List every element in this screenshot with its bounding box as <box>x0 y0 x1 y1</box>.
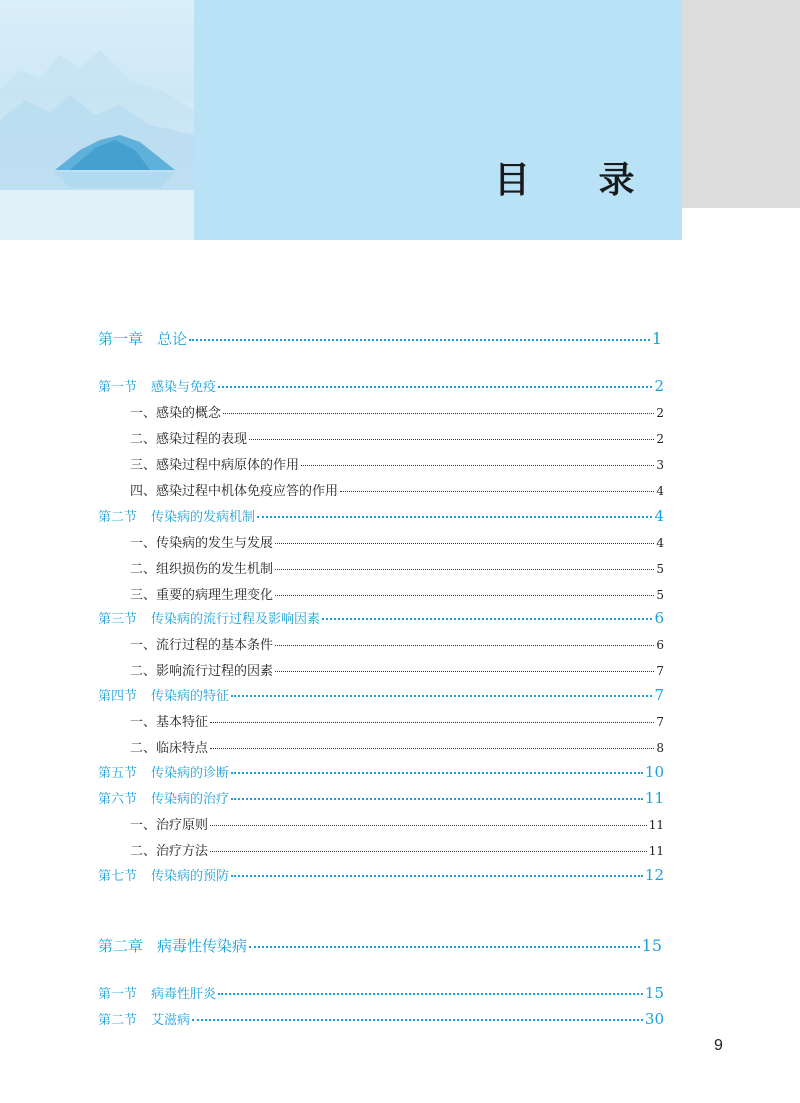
toc-entry-label <box>98 762 229 781</box>
header-band <box>194 0 682 240</box>
toc-entry-label <box>98 983 216 1002</box>
dot-leader <box>231 797 643 800</box>
toc-entry-page: 15 <box>644 984 664 1002</box>
dot-leader <box>275 644 654 646</box>
toc-entry-page: 30 <box>644 1010 664 1028</box>
toc-entry-label <box>98 328 187 349</box>
toc-entry-label <box>130 711 208 730</box>
dot-leader <box>231 874 643 877</box>
toc-section[interactable] <box>98 762 664 781</box>
dot-leader <box>231 771 643 774</box>
dot-leader <box>210 721 654 723</box>
toc-section[interactable] <box>98 685 664 704</box>
toc-entry-title: 二、感染过程的表现 <box>130 432 248 447</box>
toc-entry-title: 二、治疗方法 <box>130 844 209 859</box>
toc-entry-page: 12 <box>644 866 664 884</box>
toc-entry-title: 一、传染病的发生与发展 <box>130 536 274 551</box>
toc-subentry[interactable] <box>130 634 664 653</box>
dot-leader <box>275 594 654 596</box>
toc-entry-page: 4 <box>654 507 664 525</box>
toc-entry-number: 第二节 <box>98 510 138 525</box>
toc-entry-title: 传染病的流行过程及影响因素 <box>151 612 321 627</box>
toc-section[interactable] <box>98 1009 664 1028</box>
toc-subentry[interactable] <box>130 840 664 859</box>
toc-entry-title: 传染病的诊断 <box>151 766 230 781</box>
toc-entry-page: 11 <box>648 818 664 832</box>
toc-entry-title: 传染病的治疗 <box>151 792 230 807</box>
dot-leader <box>218 992 643 995</box>
toc-entry-page: 3 <box>656 458 664 472</box>
toc-section[interactable] <box>98 865 664 884</box>
toc-subentry[interactable] <box>130 480 664 499</box>
toc-entry-title: 一、治疗原则 <box>130 818 209 833</box>
toc-entry-title: 二、影响流行过程的因素 <box>130 664 274 679</box>
toc-subentry[interactable] <box>130 558 664 577</box>
toc-entry-page: 2 <box>656 406 664 420</box>
toc-entry-page: 11 <box>644 789 664 807</box>
toc-entry-number: 第一节 <box>98 380 138 395</box>
dot-leader <box>210 850 647 852</box>
mountain-landscape-icon <box>0 0 194 240</box>
toc-entry-number: 第五节 <box>98 766 138 781</box>
toc-entry-page: 7 <box>656 715 664 729</box>
dot-leader <box>218 385 652 388</box>
toc-section[interactable] <box>98 376 664 395</box>
toc-entry-page: 8 <box>656 741 664 755</box>
toc-entry-label <box>98 506 255 525</box>
dot-leader <box>210 824 647 826</box>
header-corner-block <box>682 0 800 208</box>
toc-entry-label <box>98 1009 190 1028</box>
toc-entry-title: 一、流行过程的基本条件 <box>130 638 274 653</box>
toc-entry-title: 二、临床特点 <box>130 741 209 756</box>
dot-leader <box>340 490 654 492</box>
dot-leader <box>249 438 654 440</box>
toc-entry-title: 病毒性传染病 <box>157 937 248 955</box>
toc-entry-page: 2 <box>654 377 664 395</box>
toc-entry-title: 一、感染的概念 <box>130 406 222 421</box>
toc-entry-number: 第六节 <box>98 792 138 807</box>
toc-entry-title: 传染病的预防 <box>151 869 230 884</box>
toc-entry-number: 第七节 <box>98 869 138 884</box>
toc-entry-label <box>130 737 208 756</box>
toc-entry-label <box>98 608 320 627</box>
toc-entry-label <box>130 634 273 653</box>
toc-entry-label <box>98 788 229 807</box>
toc-entry-page: 11 <box>648 844 664 858</box>
dot-leader <box>192 1018 643 1021</box>
toc-entry-page: 2 <box>656 432 664 446</box>
toc-subentry[interactable] <box>130 402 664 421</box>
toc-subentry[interactable] <box>130 584 664 603</box>
toc-entry-label <box>98 865 229 884</box>
toc-entry-title: 一、基本特征 <box>130 715 209 730</box>
toc-chapter[interactable] <box>98 328 662 349</box>
toc-entry-title: 艾滋病 <box>151 1013 191 1028</box>
toc-entry-number: 第一节 <box>98 987 138 1002</box>
dot-leader <box>249 945 640 948</box>
toc-entry-page: 4 <box>656 484 664 498</box>
dot-leader <box>301 464 654 466</box>
toc-entry-title: 四、感染过程中机体免疫应答的作用 <box>130 484 339 499</box>
toc-entry-label <box>130 840 208 859</box>
toc-entry-page: 7 <box>656 664 664 678</box>
toc-subentry[interactable] <box>130 532 664 551</box>
toc-subentry[interactable] <box>130 660 664 679</box>
toc-entry-page: 10 <box>644 763 664 781</box>
toc-subentry[interactable] <box>130 454 664 473</box>
toc-entry-title: 二、组织损伤的发生机制 <box>130 562 274 577</box>
toc-entry-label <box>98 685 229 704</box>
toc-entry-title: 三、感染过程中病原体的作用 <box>130 458 300 473</box>
toc-entry-page: 15 <box>641 936 662 955</box>
toc-entry-label <box>130 584 273 603</box>
dot-leader <box>322 617 652 620</box>
toc-entry-label <box>130 532 273 551</box>
toc-entry-page: 4 <box>656 536 664 550</box>
toc-entry-number: 第四节 <box>98 689 138 704</box>
toc-subentry[interactable] <box>130 737 664 756</box>
toc-entry-number: 第一章 <box>98 330 144 348</box>
toc-entry-page: 7 <box>654 686 664 704</box>
dot-leader <box>189 338 650 341</box>
header-landscape-illustration <box>0 0 194 240</box>
toc-section[interactable] <box>98 506 664 525</box>
page-number: 9 <box>714 1037 723 1054</box>
dot-leader <box>275 670 654 672</box>
toc-entry-title: 病毒性肝炎 <box>151 987 217 1002</box>
toc-entry-number: 第二章 <box>98 937 144 955</box>
dot-leader <box>257 515 652 518</box>
dot-leader <box>210 747 654 749</box>
dot-leader <box>275 542 654 544</box>
toc-entry-title: 总论 <box>157 330 188 348</box>
toc-section[interactable] <box>98 608 664 627</box>
toc-entry-title: 感染与免疫 <box>151 380 217 395</box>
toc-chapter[interactable] <box>98 935 662 956</box>
toc-entry-page: 6 <box>654 609 664 627</box>
toc-entry-label <box>130 454 299 473</box>
toc-subentry[interactable] <box>130 711 664 730</box>
toc-entry-label <box>98 935 247 956</box>
dot-leader <box>223 412 654 414</box>
toc-entry-number: 第二节 <box>98 1013 138 1028</box>
toc-entry-page: 5 <box>656 588 664 602</box>
toc-subentry[interactable] <box>130 814 664 833</box>
toc-entry-page: 5 <box>656 562 664 576</box>
toc-entry-number: 第三节 <box>98 612 138 627</box>
toc-entry-label <box>130 558 273 577</box>
toc-entry-label <box>130 402 221 421</box>
toc-entry-label <box>130 814 208 833</box>
dot-leader <box>231 694 652 697</box>
toc-section[interactable] <box>98 983 664 1002</box>
toc-entry-title: 三、重要的病理生理变化 <box>130 588 274 603</box>
toc-entry-label <box>130 480 338 499</box>
toc-entry-page: 1 <box>651 329 662 348</box>
dot-leader <box>275 568 654 570</box>
toc-entry-label <box>130 660 273 679</box>
page-title: 目 录 <box>494 159 663 201</box>
toc-entry-label <box>98 376 216 395</box>
toc-entry-title: 传染病的特征 <box>151 689 230 704</box>
toc-entry-label <box>130 428 247 447</box>
toc-section[interactable] <box>98 788 664 807</box>
toc-subentry[interactable] <box>130 428 664 447</box>
toc-entry-title: 传染病的发病机制 <box>151 510 256 525</box>
toc-entry-page: 6 <box>656 638 664 652</box>
